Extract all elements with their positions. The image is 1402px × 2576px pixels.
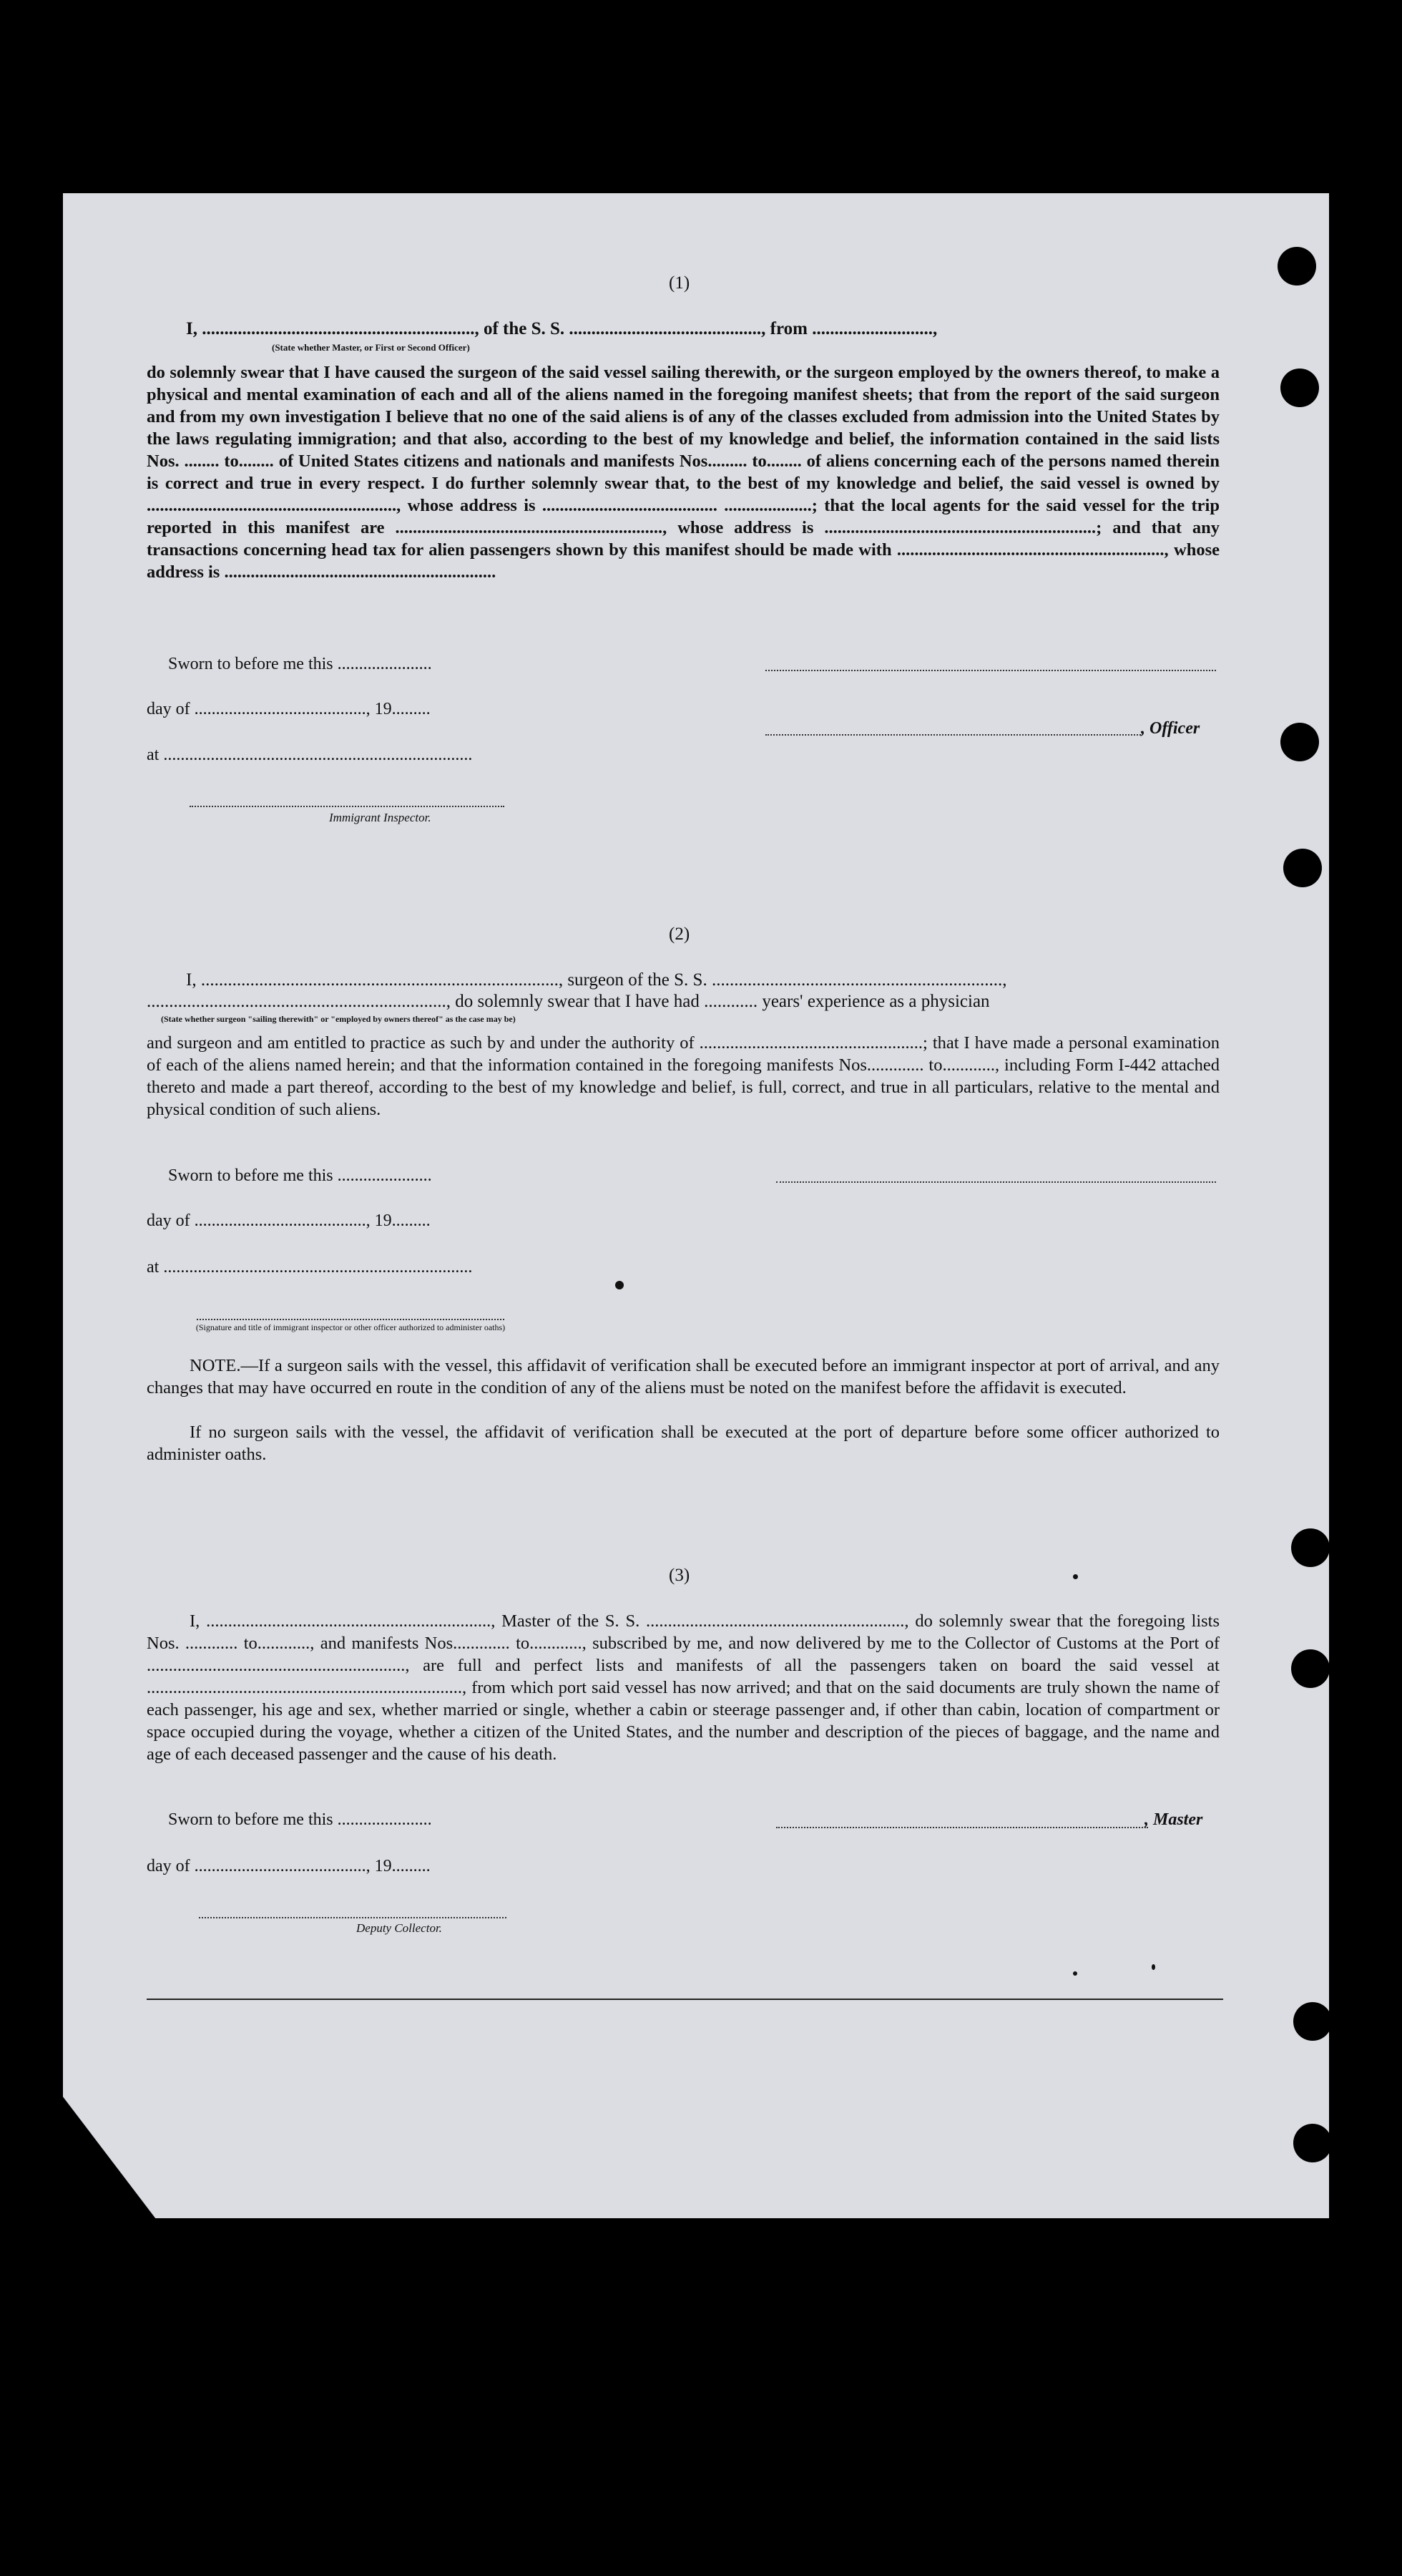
master-label: , Master [1144, 1810, 1203, 1829]
punch-hole [1280, 369, 1319, 407]
at-label: at ........................................................................ [147, 746, 473, 764]
punch-hole [1293, 2002, 1332, 2041]
punch-hole [1278, 247, 1316, 286]
section-number: (2) [669, 924, 690, 944]
punch-hole [1291, 1649, 1330, 1688]
signature-line [776, 1181, 1216, 1183]
sworn-label: Sworn to before me this ...................... [168, 1166, 432, 1185]
oath-body: and surgeon and am entitled to practice as such by and under the authority of ...................................................; that I have made a personal examination of each of the aliens named herein; and that the information contained in the foregoing manifests Nos............. to............, including Form I-442 attached thereto and made a part thereof, according to the best of my knowledge and belief, is full, correct, and true in all particulars, relative to the mental and physical condition of such aliens. [147, 1033, 1220, 1119]
signature-line [197, 1318, 504, 1320]
note-text [147, 1355, 1220, 1399]
officer-label: , Officer [1141, 719, 1200, 738]
oath-note: (State whether surgeon "sailing therewith" or "employed by owners thereof" as the case may be) [161, 1014, 516, 1024]
signature-line [199, 1916, 506, 1918]
bottom-rule [147, 1999, 1223, 2000]
section-number: (1) [669, 273, 690, 293]
signature-line [765, 669, 1216, 671]
ink-speck [1152, 1964, 1155, 1970]
punch-hole [1280, 723, 1319, 761]
ink-speck [615, 1281, 624, 1289]
note-body: —If a surgeon sails with the vessel, this affidavit of verification shall be executed before an immigrant inspector at port of arrival, and any changes that may have occurred en route in the condition of any of the aliens must be noted on the manifest before the affidavit is executed. [147, 1356, 1220, 1397]
sworn-label: Sworn to before me this ...................... [168, 1810, 432, 1829]
day-label: day of ........................................, 19......... [147, 1211, 431, 1230]
ink-speck [1073, 1971, 1077, 1976]
oath-line: I, ................................................................................, surgeon of the S. S. ................................................................., [186, 970, 1007, 990]
signature-line [190, 805, 504, 807]
oath-body: do solemnly swear that I have caused the surgeon of the said vessel sailing therewith, or the surgeon employed by the owners thereof, to make a physical and mental examination of each and all of the aliens named in the foregoing manifest sheets; that from the report of the said surgeon and from my own investigation I believe that no one of the said aliens is of any of the classes excluded from admission into the United States by the laws regulating immigration; and that also, according to the best of my knowledge and belief, the information contained in the said lists Nos. ........ to........ of United States citizens and nationals and manifests Nos......... to........ of aliens concerning each of the persons named therein is correct and true in every respect. I do further solemnly swear that, to the best of my knowledge and belief, the said vessel is owned by ........................................................., whose address is ........................................ ....................; that the local agents for the said vessel for the trip reported in this manifest are ............................................................., whose address is ..............................................................; and that any transactions concerning head tax for alien passengers shown by this manifest should be made with ............................................................., whose address is .............................................................. [147, 363, 1220, 582]
oath-line: ..................................................................., do solemnly swear that I have had ............ years' experience as a physician [147, 992, 990, 1011]
day-label: day of ........................................, 19......... [147, 700, 431, 718]
at-label: at ........................................................................ [147, 1258, 473, 1277]
punch-hole [1291, 1528, 1330, 1567]
note-text-2: If no surgeon sails with the vessel, the affidavit of verification shall be executed at the port of departure before some officer authorized to administer oaths. [147, 1423, 1220, 1464]
oath-note: (State whether Master, or First or Second Officer) [272, 342, 470, 353]
ink-speck [1073, 1574, 1078, 1579]
collector-label: Deputy Collector. [356, 1921, 442, 1935]
oath-body: I, ................................................................., Master of the S. S. ..........................................................., do solemnly swear that the foregoing lists Nos. ............ to............, and manifests Nos............. to............, subscribed by me, and now delivered by me to the Collector of Customs at the Port of ..........................................................., are full and perfect lists and manifests of all the passengers taken on board the said vessel at ........................................................................, from which port said vessel has now arrived; and that on the said documents are truly shown the name of each passenger, his age and sex, whether married or single, whether a cabin or steerage passenger and, if other than cabin, location of compartment or space occupied during the voyage, whether a citizen of the United States, and the number and description of the pieces of baggage, and the name and age of each deceased passenger and the cause of his death. [147, 1611, 1220, 1764]
day-label: day of ........................................, 19......... [147, 1857, 431, 1875]
signature-line [765, 733, 1141, 736]
signature-line [776, 1826, 1148, 1828]
inspector-label: Immigrant Inspector. [329, 811, 431, 824]
note-label: NOTE. [190, 1356, 241, 1375]
punch-hole [1293, 2124, 1332, 2162]
punch-hole [1283, 849, 1322, 887]
signature-note: (Signature and title of immigrant inspector or other officer authorized to administer oaths) [195, 1322, 506, 1332]
oath-line: I, ............................................................., of the S. S. ..........................................., from ..........................., [186, 319, 938, 338]
sworn-label: Sworn to before me this ...................... [168, 655, 432, 673]
section-number: (3) [669, 1566, 690, 1585]
